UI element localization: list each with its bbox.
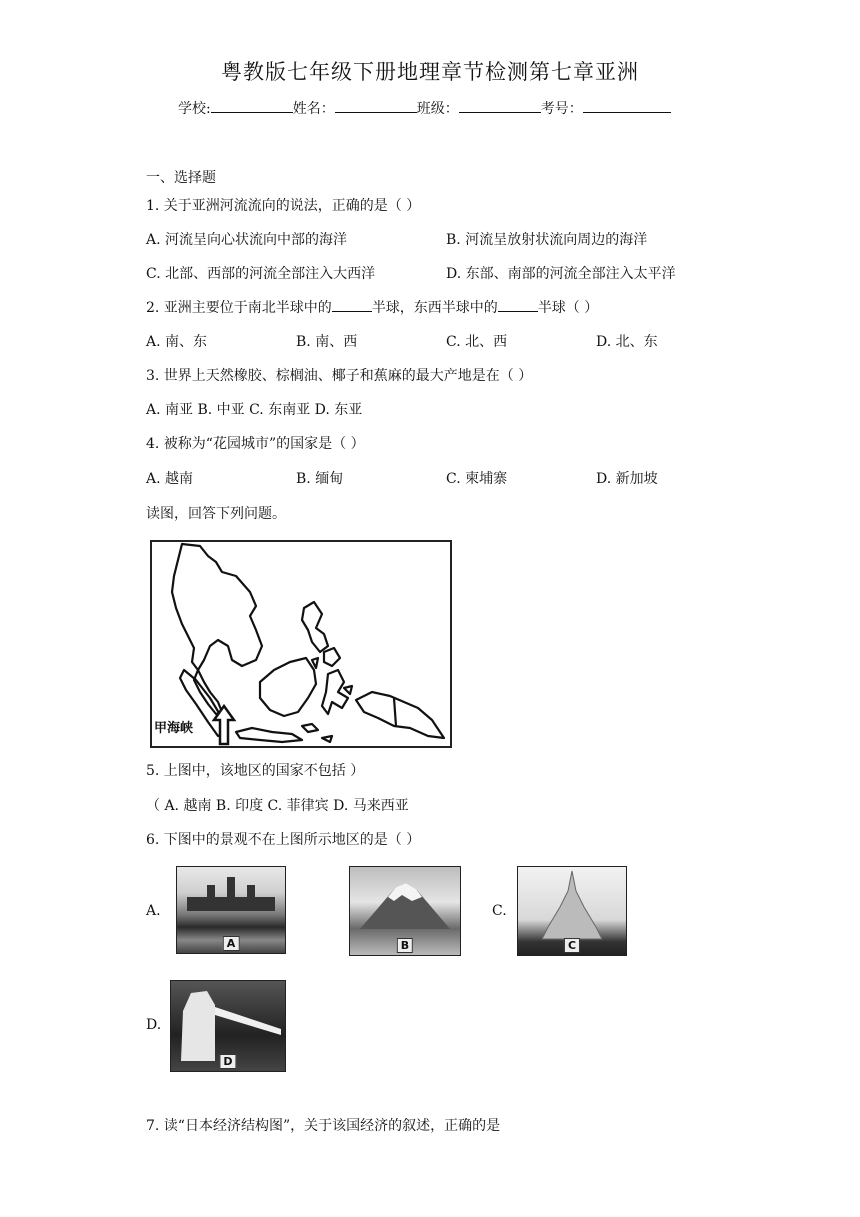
question-2-option-c: C. 北、西 (446, 334, 508, 350)
sulawesi-outline (322, 670, 348, 714)
strait-label: 甲海峡 (154, 721, 194, 736)
photo-a-label: A (223, 936, 240, 951)
question-2-stem-part3: 半球（ ） (537, 300, 599, 316)
question-7-stem: 7. 读“日本经济结构图”，关于该国经济的叙述，正确的是 (146, 1118, 501, 1134)
question-6-option-c-label: C. (492, 903, 507, 919)
question-1-option-a: A. 河流呈向心状流向中部的海洋 (146, 232, 348, 248)
southeast-asia-map (150, 540, 452, 748)
student-info-line (178, 98, 671, 118)
exam-no-label: 考号： (540, 101, 583, 117)
question-4-option-d: D. 新加坡 (596, 471, 658, 487)
photo-b-label: B (397, 938, 413, 953)
read-map-instruction: 读图，回答下列问题。 (146, 506, 286, 522)
question-2-blank-1[interactable] (332, 297, 372, 312)
question-2-option-d: D. 北、东 (596, 334, 658, 350)
photo-d-merlion (170, 980, 286, 1072)
question-4-option-a: A. 越南 (146, 471, 194, 487)
question-2-blank-2[interactable] (498, 297, 538, 312)
question-6-option-a-label: A. (146, 903, 161, 919)
question-5-options: （ A. 越南 B. 印度 C. 菲律宾 D. 马来西亚 (146, 798, 409, 814)
photo-d-label: D (219, 1054, 236, 1069)
class-label: 班级： (416, 101, 459, 117)
question-4-option-c: C. 柬埔寨 (446, 471, 508, 487)
question-3-options: A. 南亚 B. 中亚 C. 东南亚 D. 东亚 (146, 402, 363, 418)
question-1-option-d: D. 东部、南部的河流全部注入太平洋 (446, 266, 676, 282)
photo-c-shwedagon-pagoda (517, 866, 627, 956)
question-4-option-b: B. 缅甸 (296, 471, 344, 487)
name-label: 姓名： (292, 101, 335, 117)
page-title: 粤教版七年级下册地理章节检测第七章亚洲 (221, 60, 639, 84)
question-1-stem: 1. 关于亚洲河流流向的说法，正确的是（ ） (146, 198, 421, 214)
java-outline (236, 728, 302, 742)
school-blank[interactable] (211, 98, 293, 113)
photo-c-label: C (564, 938, 580, 953)
map-outline-drawing (152, 542, 450, 746)
new-guinea-outline (356, 692, 444, 738)
question-4-stem: 4. 被称为“花园城市”的国家是（ ） (146, 436, 365, 452)
school-label: 学校: (178, 101, 211, 117)
question-6-option-d-label: D. (146, 1017, 162, 1033)
question-2-option-a: A. 南、东 (146, 334, 208, 350)
question-2-stem (146, 297, 598, 317)
philippines-outline (302, 602, 328, 652)
question-1-option-b: B. 河流呈放射状流向周边的海洋 (446, 232, 648, 248)
photo-a-angkor-wat (176, 866, 286, 954)
question-2-stem-part1: 2. 亚洲主要位于南北半球中的 (146, 300, 332, 316)
borneo-outline (260, 658, 316, 716)
question-6-stem: 6. 下图中的景观不在上图所示地区的是（ ） (146, 832, 421, 848)
question-2-option-b: B. 南、西 (296, 334, 358, 350)
question-5-stem: 5. 上图中，该地区的国家不包括 ） (146, 763, 365, 779)
question-1-option-c: C. 北部、西部的河流全部注入大西洋 (146, 266, 376, 282)
name-blank[interactable] (335, 98, 417, 113)
indochina-outline (172, 544, 262, 670)
class-blank[interactable] (459, 98, 541, 113)
exam-no-blank[interactable] (583, 98, 671, 113)
question-2-stem-part2: 半球，东西半球中的 (371, 300, 498, 316)
question-3-stem: 3. 世界上天然橡胶、棕榈油、椰子和蕉麻的最大产地是在（ ） (146, 368, 533, 384)
photo-b-mount-fuji (349, 866, 461, 956)
section-heading: 一、选择题 (146, 170, 216, 186)
